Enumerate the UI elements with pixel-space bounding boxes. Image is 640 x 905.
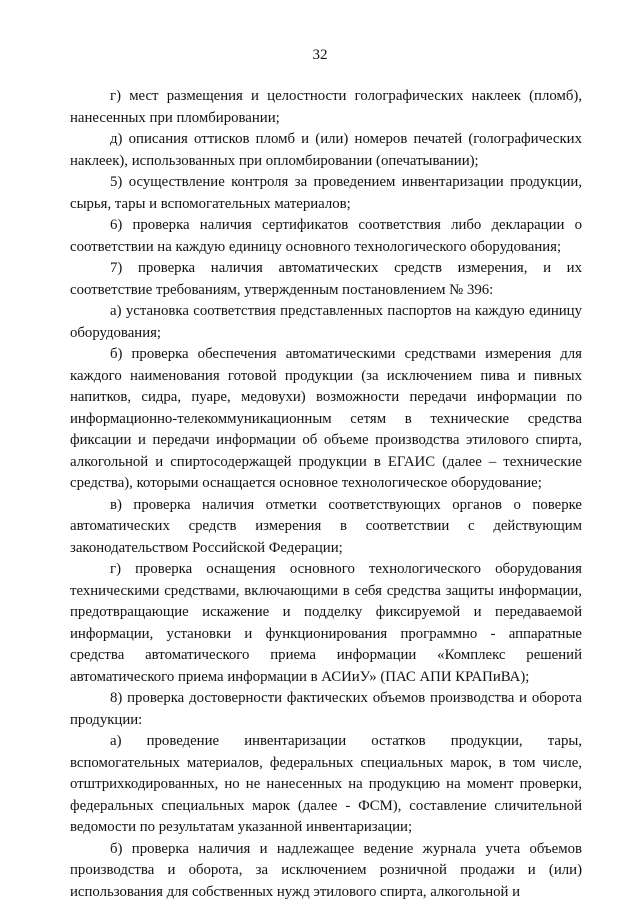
page-number: 32: [312, 47, 328, 63]
paragraph-8-volume-verification: 8) проверка достоверности фактических объемов производства и оборота продукции:: [70, 690, 582, 728]
paragraph-8b-journal: б) проверка наличия и надлежащее ведение журнала учета объемов производства и оборота, за исключением розничной продажи и (или) использования для собственных нужд этилового спирта, алкогольной и: [70, 840, 582, 900]
paragraph-7b-data-transfer: б) проверка обеспечения автоматическими средствами измерения для каждого наименования готовой продукции (за исключением пива и пивных напитков, сидра, пуаре, медовухи) возможности передачи информации по информационно-телекоммуникационным сетям в технические средства фиксации и передачи информации об объеме производства этилового спирта, алкогольной и спиртосодержащей продукции в ЕГАИС (далее – технические средства), которыми оснащается основное технологическое оборудование;: [70, 346, 582, 491]
paragraph-7a-passports: а) установка соответствия представленных паспортов на каждую единицу оборудования;: [70, 303, 582, 341]
document-body: [70, 86, 582, 903]
paragraph-8a-inventory: а) проведение инвентаризации остатков продукции, тары, вспомогательных материалов, федеральных специальных марок, в том числе, отштрихкодированных, но не нанесенных на продукцию на момент проверки, федеральных специальных марок (далее - ФСМ), составление сличительной ведомости по результатам указанной инвентаризации;: [70, 733, 582, 835]
paragraph-5-inventory-control: 5) осуществление контроля за проведением инвентаризации продукции, сырья, тары и вспомогательных материалов;: [70, 174, 582, 212]
paragraph-g-seals-placement: г) мест размещения и целостности голографических наклеек (пломб), нанесенных при пломбировании;: [70, 88, 582, 126]
paragraph-7g-technical-means: г) проверка оснащения основного технологического оборудования техническими средствами, включающими в себя средства защиты информации, предотвращающие искажение и подделку фиксируемой и передаваемой информации, установки и функционирования программно - аппаратные средства автоматического приема информации «Комплекс решений автоматического приема информации в АСИиУ» (ПАС АПИ КРАПиВА);: [70, 561, 582, 685]
paragraph-d-seal-impressions: д) описания оттисков пломб и (или) номеров печатей (голографических наклеек), использованных при опломбировании (опечатывании);: [70, 131, 582, 169]
paragraph-6-certificates-check: 6) проверка наличия сертификатов соответствия либо декларации о соответствии на каждую единицу основного технологического оборудования;: [70, 217, 582, 255]
paragraph-7v-verification-marks: в) проверка наличия отметки соответствующих органов о поверке автоматических средств измерения в соответствии с действующим законодательством Российской Федерации;: [70, 496, 582, 556]
paragraph-7-measuring-instruments: 7) проверка наличия автоматических средств измерения, и их соответствие требованиям, утвержденным постановлением № 396:: [70, 260, 582, 298]
